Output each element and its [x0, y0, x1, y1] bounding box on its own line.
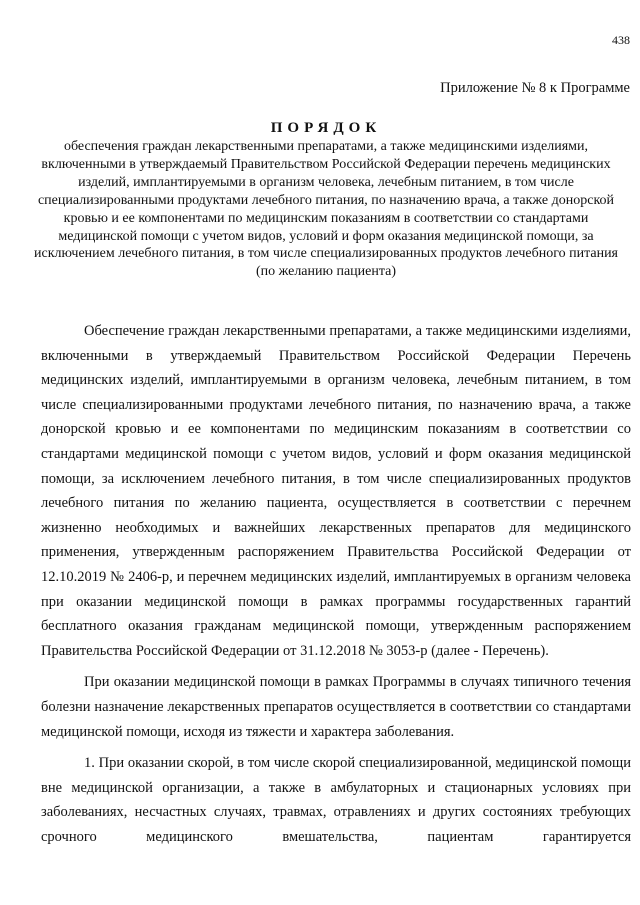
document-subtitle: обеспечения граждан лекарственными препаратами, а также медицинскими изделиями, включенными в утверждаемый Правительством Российской Федерации перечень медицинских изделий, имплантируемыми в организм человека, лечебным питанием, в том числе специализированными продуктами лечебного питания, по назначению врача, а также донорской кровью и ее компонентами по медицинским показаниям в соответствии со стандартами медицинской помощи с учетом видов, условий и форм оказания медицинской помощи, за исключением лечебного питания, в том числе специализированных продуктов лечебного питания (по желанию пациента) [33, 139, 618, 280]
paragraph-item-1: 1. При оказании скорой, в том числе скорой специализированной, медицинской помощи вне медицинской организации, а также в амбулаторных и стационарных условиях при заболеваниях, несчастных случаях, травмах, отравлениях и других состояниях требующих срочного медицинского вмешательства, пациентам гарантируется [41, 755, 631, 845]
appendix-reference: Приложение № 8 к Программе [440, 80, 630, 96]
document-title: ПОРЯДОК [270, 120, 382, 136]
title-block [28, 119, 624, 281]
paragraph-standards: При оказании медицинской помощи в рамках Программы в случаях типичного течения болезни назначение лекарственных препаратов осуществляется в соответствии со стандартами медицинской помощи, исходя из тяжести и характера заболевания. [41, 674, 631, 740]
document-body [41, 319, 631, 849]
page-number: 438 [612, 33, 630, 47]
paragraph-intro: Обеспечение граждан лекарственными препаратами, а также медицинскими изделиями, включенными в утверждаемый Правительством Российской Федерации Перечень медицинских изделий, имплантируемыми в организм человека, лечебным питанием, в том числе специализированными продуктами лечебного питания, по назначению врача, а также донорской кровью и ее компонентами по медицинским показаниям в соответствии со стандартами медицинской помощи с учетом видов, условий и форм оказания медицинской помощи, за исключением лечебного питания, в том числе специализированных продуктов лечебного питания по желанию пациента, осуществляется в соответствии с перечнем жизненно необходимых и важнейших лекарственных препаратов для медицинского применения, утвержденным распоряжением Правительства Российской Федерации от 12.10.2019 № 2406-р, и перечнем медицинских изделий, имплантируемых в организм человека при оказании медицинской помощи в рамках программы государственных гарантий бесплатного оказания гражданам медицинской помощи, утвержденным распоряжением Правительства Российской Федерации от 31.12.2018 № 3053-р (далее - Перечень). [41, 323, 631, 659]
